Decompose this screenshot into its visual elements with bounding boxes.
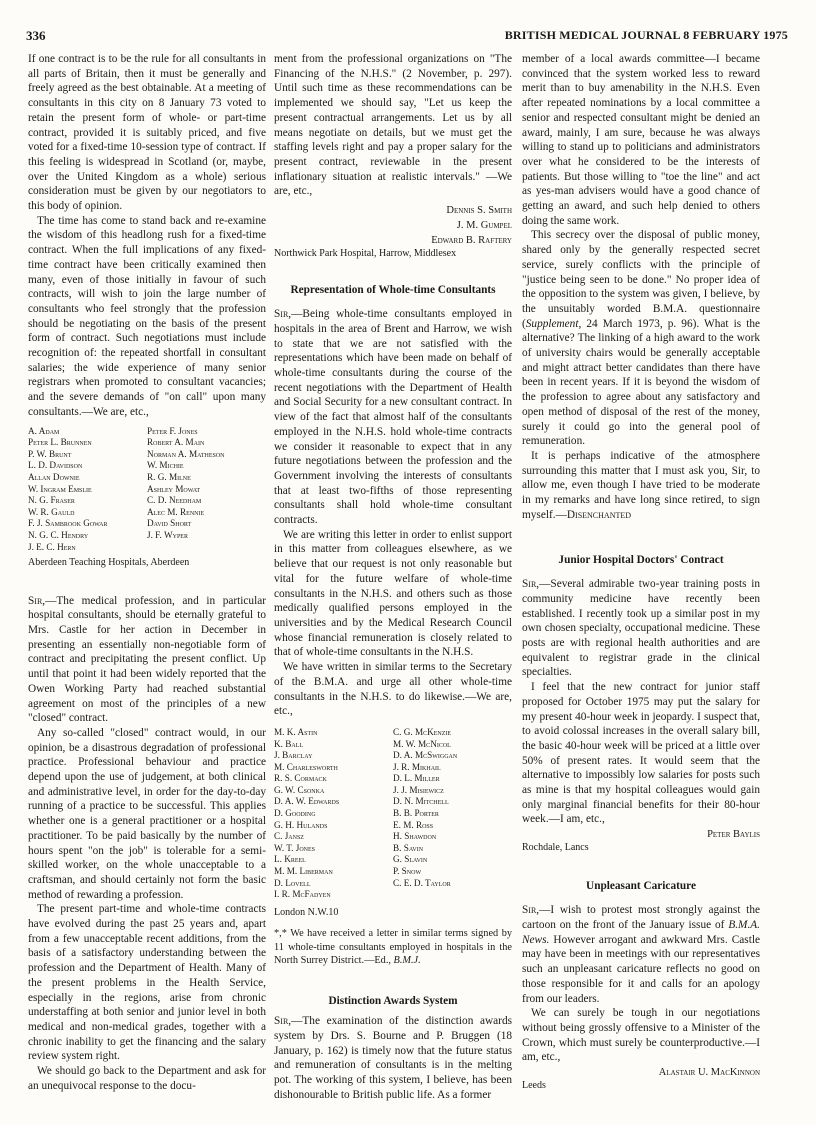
- letter-paragraph: [522, 228, 760, 449]
- letter-paragraph: member of a local awards committee—I became convinced that the system worked less to reward merit than to buy amenability in the N.H.S. Even after repeated nominations by a local committee a senior and respected consultant might be denied an award, mainly, I am sure, because he was always willing to stand up to politicians and administrators over what he considered to be the interests of patients. But those willing to "toe the line" and act as yes-man advisers would have a good chance of getting an award, and such help denied to others doing the same work.: [522, 53, 760, 227]
- letter-paragraph: If one contract is to be the rule for all consultants in all parts of Britain, then it must be generally and freely agreed as the best obtainable. At a meeting of consultants in this city on 8 January 73 voted to retain the present form of whole- or part-time contract, provided it is suitably priced, and five voted for a fixed-time 10-session type of contract. If this feeling is widespread in Scotland (or, maybe, over the United Kingdom as a whole) serious consideration must be given by our negotiators to this body of opinion.: [28, 53, 266, 213]
- signatory-name: Norman A. Matheson: [147, 448, 225, 459]
- signatory-name: J. R. Mikhail: [393, 761, 441, 772]
- letter-paragraph: ment from the professional organizations on "The Financing of the N.H.S." (2 November, p. 297). Until such time as these recommendations can be implemented we should say, "Let us keep the present contractual arrangements. Let us by all means negotiate on details, but we must get the staffing levels right and pay a proper salary for the present contract, reviewable in the present inflationary situation at realistic intervals." —We are, etc.,: [274, 53, 512, 198]
- letter-paragraph: [522, 449, 760, 523]
- letter-paragraph: [274, 307, 512, 528]
- signatory-name: J. M. Gumpel: [456, 220, 512, 232]
- signatory-name: J. F. Wyper: [147, 529, 188, 540]
- signatories: [274, 727, 512, 901]
- editor-note-text: *,* We have received a letter in similar terms signed by 11 whole-time consultants employed in hospitals in the North Surrey District.—Ed.,: [274, 928, 512, 967]
- signatory-name: Dennis S. Smith: [446, 205, 512, 217]
- signatories-left: [28, 426, 147, 554]
- letter-text: —The medical profession, and in particular hospital consultants, should be eternally grateful to Mrs. Castle for her action in December in presenting an essentially non-negotiable form of contract and precipitating the present conflict. Up until that point it had been widely reported that the Owen Working Party had reached substantial agreement on most of the principles of a new "closed" contract.: [28, 594, 266, 725]
- column-1: [28, 52, 266, 1094]
- salutation: Sir,: [274, 1015, 292, 1028]
- section-heading: Distinction Awards System: [328, 994, 458, 1007]
- signature: Alastair U. MacKinnon: [658, 1067, 760, 1079]
- signatory-name: C. Jansz: [274, 831, 304, 842]
- signatory-name: G. H. Hulands: [274, 819, 328, 830]
- signatory-name: D. A. W. Edwards: [274, 796, 340, 807]
- letter-paragraph: [522, 903, 760, 1006]
- signatory-name: E. M. Ross: [393, 819, 434, 830]
- signatory-name: M. K. Astin: [274, 726, 318, 737]
- letter-paragraph: [522, 577, 760, 680]
- page-header: [26, 28, 788, 44]
- signatory-name: P. Snow: [393, 866, 422, 877]
- signatory-name: Allan Downie: [28, 471, 80, 482]
- signatory-name: Alec M. Rennie: [147, 506, 205, 517]
- signatory-name: A. Adam: [28, 425, 60, 436]
- letter-paragraph: [274, 1014, 512, 1102]
- signatory-name: F. J. Sambrook Gowar: [28, 518, 108, 529]
- salutation: Sir,: [274, 308, 292, 321]
- signatory-name: G. Slavin: [393, 854, 428, 865]
- letter-paragraph: I feel that the new contract for junior staff proposed for October 1975 may put the salary for my present 40-hour week in jeopardy. I suspect that, to avoid colossal increases in the overall salary bill, the basic 40-hour week will be priced at a little over 50% of present rates. It would seem that the alternative to impossibly low salaries for posts such as mine is that my hospital colleagues would gain only marginal financial benefits for their 80-hour week.—I am, etc.,: [522, 681, 760, 826]
- signatory-name: Peter L. Brunnen: [28, 437, 92, 448]
- signatory-name: W. Michie: [147, 460, 184, 471]
- signature: Disenchanted: [566, 508, 632, 521]
- signatory-name: K. Ball: [274, 738, 304, 749]
- signatories: [274, 203, 512, 248]
- signatory-name: D. Gooding: [274, 808, 316, 819]
- column-2: [274, 52, 512, 1102]
- signatory-name: M. W. McNicol: [393, 738, 451, 749]
- address: Aberdeen Teaching Hospitals, Aberdeen: [28, 557, 190, 569]
- signatory-name: H. Shawdon: [393, 831, 437, 842]
- section-heading: Junior Hospital Doctors' Contract: [558, 553, 724, 566]
- signature: Peter Baylis: [707, 829, 760, 841]
- signatory-name: J. J. Misiewicz: [393, 784, 444, 795]
- signatory-name: Robert A. Main: [147, 437, 205, 448]
- letter-text: —Several admirable two-year training posts in community medicine have recently been established. I recently took up a similar post in my own chosen specialty, occupational medicine. These posts are with regional health authorities and are equivalent to registrar grade in the clinical specialties.: [522, 578, 760, 679]
- signatory-name: C. D. Needham: [147, 495, 202, 506]
- salutation: Sir,: [522, 578, 540, 591]
- signatory-name: M. Charlesworth: [274, 761, 338, 772]
- signatory-name: D. Lovell: [274, 877, 311, 888]
- signatory-name: Ashley Mowat: [147, 483, 201, 494]
- signatory-name: D. N. Mitchell: [393, 796, 449, 807]
- letter-text: —Being whole-time consultants employed in hospitals in the area of Brent and Harrow, we wish to state that we are not satisfied with the representations which have been made on behalf of whole-time consultants during the course of the recent negotiations with the Department of Health and Social Security for a new consultant contract. In view of the fact that almost half of the consultants employed in the N.H.S. hold whole-time contracts we consider it reasonable to expect that in any future negotiations between the profession and the Government involving the interests of consultants that at least two-fifths of those representing consultants shall hold whole-time consultant contracts.: [274, 308, 512, 527]
- signatory-name: R. S. Cormack: [274, 773, 327, 784]
- letter-paragraph: The time has come to stand back and re-examine the wisdom of this headlong rush for a fixed-time contract. When the full implications of any fixed-time contract have been critically examined then many, even of those initially in favour of such contracts, will wish to join the large number of consultants who feel strongly that the profession should be negotiating on the basis of the present form of contract. Such negotiations must include recognition of: the repeated shortfall in consultant salaries; the wide experience of many senior registrars when promoted to consultant vacancies; and the severe demands of "on call" upon many consultants.—We are, etc.,: [28, 214, 266, 418]
- signatories: [28, 426, 266, 554]
- signatory-name: R. G. Milne: [147, 471, 191, 482]
- citation-journal: B.M.A. News.: [522, 919, 760, 946]
- letter-paragraph: [28, 594, 266, 726]
- section-heading: Unpleasant Caricature: [586, 879, 696, 892]
- signatory-name: J. Barclay: [274, 750, 313, 761]
- signatory-name: B. B. Porter: [393, 808, 439, 819]
- signatories-left: [274, 727, 393, 901]
- salutation: Sir,: [28, 594, 46, 607]
- signatory-name: M. M. Liberman: [274, 866, 333, 877]
- signatory-name: L. Kreel: [274, 854, 306, 865]
- signatory-name: P. W. Brunt: [28, 448, 72, 459]
- address: Rochdale, Lancs: [522, 842, 589, 854]
- journal-running-head: BRITISH MEDICAL JOURNAL 8 FEBRUARY 1975: [504, 28, 788, 42]
- letter-text: It is perhaps indicative of the atmosphere surrounding this matter that I must ask you, Sir, to allow me, even though I have tried to be moderate in my remarks and have long since retired, to sign myself.—: [522, 449, 760, 521]
- letter-paragraph: The present part-time and whole-time contracts have evolved during the past 25 years and, apart from a few unacceptable recent additions, from the basis of a satisfactory understanding between the profession and the Department of Health. Many of the present problems in the Health Service, especially in the regions, arise from chronic understaffing at both senior and junior level in both medical and non-medical grades, together with a chronic inability to get the financing and the salary review system right.: [28, 903, 266, 1063]
- section-heading: Representation of Whole-time Consultants: [290, 283, 496, 296]
- letter-paragraph: We can surely be tough in our negotiations without being grossly offensive to a Minister of the Crown, which must surely be counterproductive.—I am, etc.,: [522, 1007, 760, 1064]
- signatory-name: C. G. McKenzie: [393, 726, 452, 737]
- letter-text: —I wish to protest most strongly against the cartoon on the front of the January issue of: [522, 904, 760, 932]
- citation-journal: Supplement,: [525, 317, 582, 330]
- letter-paragraph: We are writing this letter in order to enlist support in this matter from colleagues elsewhere, as we believe that our request is not only reasonable but vital for the future welfare of whole-time consultants in the N.H.S. and others such as those medically qualified persons employed in the universities and by the Medical Research Council whose financial remuneration is closely related to that of whole-time consultants in the N.H.S.: [274, 528, 512, 659]
- address: Northwick Park Hospital, Harrow, Middlesex: [274, 248, 457, 260]
- signatory-name: N. G. C. Hendry: [28, 529, 89, 540]
- signatory-name: W. T. Jones: [274, 842, 316, 853]
- signatory-name: G. W. Csonka: [274, 784, 325, 795]
- letter-paragraph: We have written in similar terms to the Secretary of the B.M.A. and urge all other whole-time consultants in the N.H.S. to do likewise.—We are, etc.,: [274, 661, 512, 718]
- signatory-name: D. L. Miller: [393, 773, 440, 784]
- signatory-name: W. Ingram Emslie: [28, 483, 92, 494]
- signatory-name: B. Savin: [393, 842, 424, 853]
- signatory-name: David Short: [147, 518, 192, 529]
- signatory-name: C. E. D. Taylor: [393, 877, 451, 888]
- letter-text: However arrogant and awkward Mrs. Castle may have been in meetings with our representatives such an unpleasant caricature reflects no good on those responsible for it and calls for an apology from our leaders.: [522, 933, 760, 1005]
- signatory-name: L. D. Davidson: [28, 460, 83, 471]
- salutation: Sir,: [522, 904, 540, 917]
- signatory-name: W. R. Gauld: [28, 506, 75, 517]
- signatory-name: Peter F. Jones: [147, 425, 198, 436]
- page-number: 336: [26, 28, 46, 43]
- address: Leeds: [522, 1080, 546, 1092]
- editor-note: [274, 927, 512, 967]
- signatory-name: Edward B. Raftery: [431, 235, 512, 247]
- letter-paragraph: Any so-called "closed" contract would, in our opinion, be a disastrous degradation of professional practice. Professional behaviour and practice depend upon the use of judgement, at both clinical and administrative level, in order for the day-to-day running of a practice to be successful. This applies whether one is a general practitioner or a hospital practitioner. To be paid basically by the number of hours spent "on the job" is tolerable for a semi-skilled worker, on the whole unacceptable to a craftsman, and should certainly not form the basic method of rewarding a profession.: [28, 726, 266, 901]
- signatory-name: N. G. Fraser: [28, 495, 75, 506]
- signatory-name: I. R. McFadyen: [274, 889, 331, 900]
- editor-note-journal: B.M.J.: [393, 955, 421, 967]
- letter-text: —The examination of the distinction awards system by Drs. S. Bourne and P. Bruggen (18 January, p. 162) is timely now that the future status and remuneration of consultants is in the melting pot. The working of this system, I believe, has been dishonourable to British public life. As a former: [274, 1015, 512, 1101]
- letter-paragraph: We should go back to the Department and ask for an unequivocal response to the docu-: [28, 1065, 266, 1092]
- column-3: [522, 52, 760, 1093]
- letter-text: This secrecy over the disposal of public money, shared only by the generally respected secret service, surely conflicts with the principle of "justice being seen to be done." No proper idea of the opposition to the system was given, I believe, by the unsuitably worded B.M.A. questionnaire (: [522, 229, 760, 330]
- signatories-right: [147, 426, 266, 554]
- signatories-right: [393, 727, 512, 901]
- signatory-name: J. E. C. Hern: [28, 541, 76, 552]
- letter-text: 24 March 1973, p. 96). What is the alternative? The linking of a high award to the work of university chairs would be generally acceptable and might attract better candidates than there have been in recent years. If it is beyond the wisdom of the profession to agree about any satisfactory and open method of disposal of the rest of the money, surely it could go into the general pool of remuneration.: [522, 317, 760, 448]
- signatory-name: D. A. McSwiggan: [393, 750, 458, 761]
- address: London N.W.10: [274, 906, 339, 918]
